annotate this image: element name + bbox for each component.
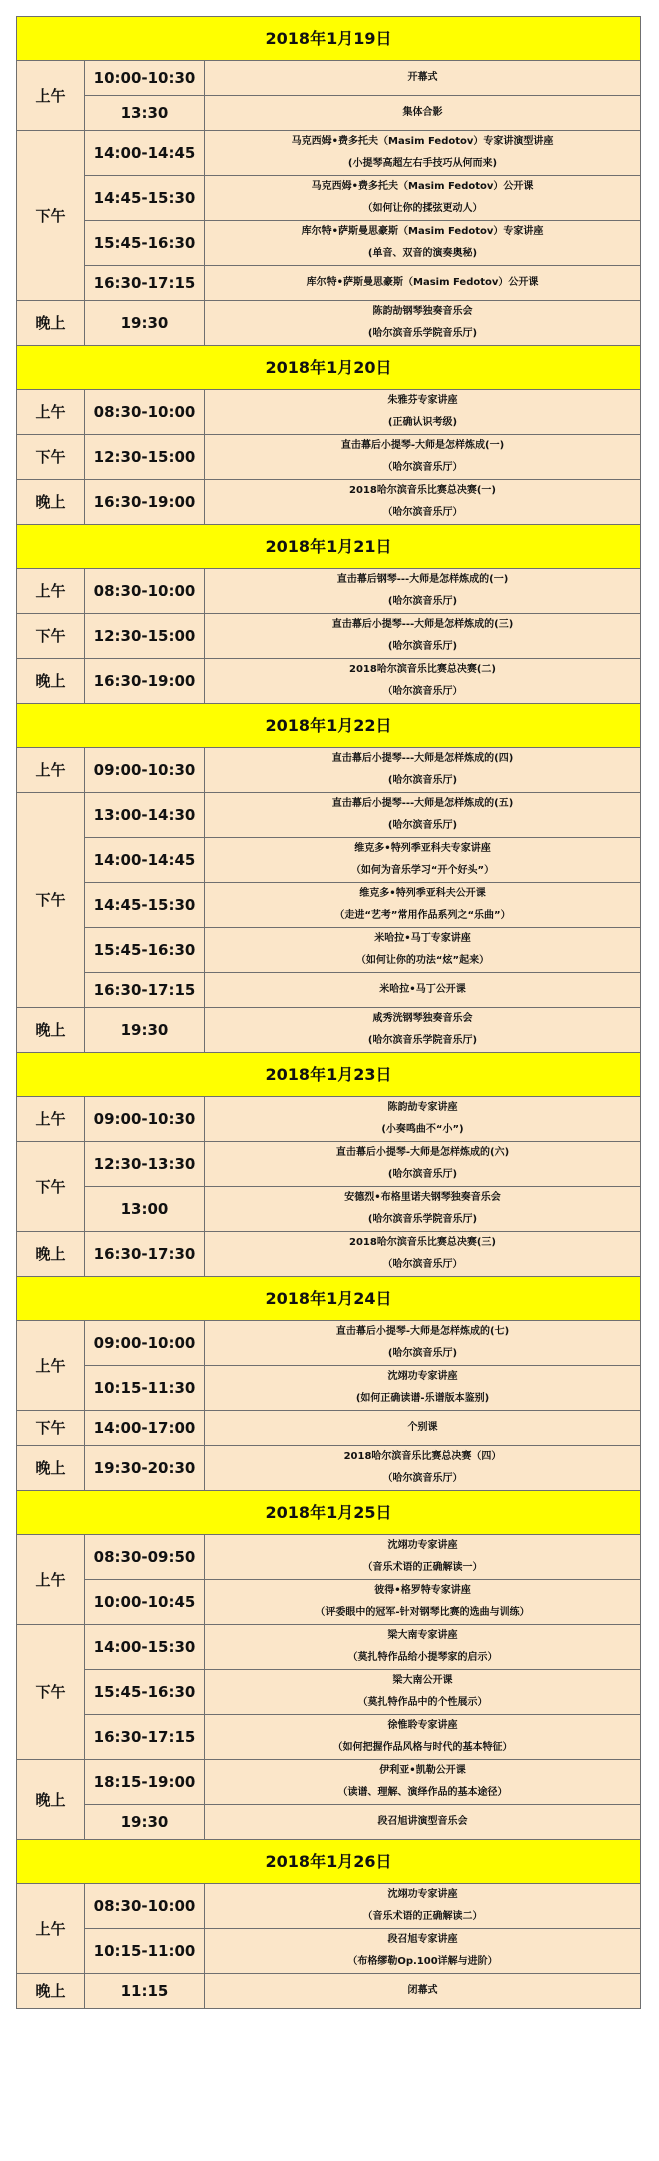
event-subtitle: （评委眼中的冠军-针对钢琴比赛的选曲与训练） — [315, 1607, 530, 1618]
session-event — [205, 1321, 641, 1366]
session-row — [17, 1884, 641, 1929]
session-event — [205, 266, 641, 301]
session-row — [17, 838, 641, 883]
session-time: 19:30-20:30 — [85, 1446, 205, 1491]
session-time: 12:30-15:00 — [85, 435, 205, 480]
session-row — [17, 1366, 641, 1411]
event-subtitle: （走进“艺考”常用作品系列之“乐曲”） — [334, 910, 511, 921]
session-time: 14:00-15:30 — [85, 1625, 205, 1670]
session-row — [17, 1097, 641, 1142]
event-subtitle: (哈尔滨音乐学院音乐厅) — [367, 1214, 478, 1225]
day-date: 2018年1月24日 — [17, 1277, 641, 1321]
event-subtitle: （如何让你的功法“炫”起来） — [355, 955, 490, 966]
day-header-row — [17, 525, 641, 569]
session-time: 14:45-15:30 — [85, 176, 205, 221]
event-subtitle: （音乐术语的正确解读一） — [362, 1562, 483, 1573]
event-subtitle: （音乐术语的正确解读二） — [362, 1911, 483, 1922]
session-time: 13:00 — [85, 1187, 205, 1232]
session-row — [17, 301, 641, 346]
session-row — [17, 131, 641, 176]
period-label: 上午 — [17, 748, 85, 793]
period-label: 上午 — [17, 1321, 85, 1411]
event-title: 直击幕后小提琴---大师是怎样炼成的(三) — [331, 619, 514, 630]
event-subtitle: （哈尔滨音乐厅） — [382, 1473, 463, 1484]
session-event — [205, 793, 641, 838]
session-time: 16:30-19:00 — [85, 480, 205, 525]
session-row — [17, 1580, 641, 1625]
session-event — [205, 1974, 641, 2009]
session-time: 09:00-10:30 — [85, 748, 205, 793]
event-subtitle: (小奏鸣曲不“小”) — [381, 1124, 464, 1135]
session-row — [17, 96, 641, 131]
event-title: 开幕式 — [407, 72, 438, 83]
session-event — [205, 131, 641, 176]
session-row — [17, 390, 641, 435]
event-subtitle: (哈尔滨音乐厅) — [387, 775, 458, 786]
day-date: 2018年1月22日 — [17, 704, 641, 748]
event-title: 段召旭专家讲座 — [387, 1934, 458, 1945]
session-row — [17, 1929, 641, 1974]
session-time: 14:00-17:00 — [85, 1411, 205, 1446]
event-subtitle: （如何让你的揉弦更动人） — [362, 203, 483, 214]
session-time: 14:00-14:45 — [85, 131, 205, 176]
event-title: 直击幕后小提琴-大师是怎样炼成(一) — [340, 440, 505, 451]
event-title: 2018哈尔滨音乐比赛总决赛（四） — [343, 1451, 502, 1462]
event-title: 沈翊功专家讲座 — [387, 1371, 458, 1382]
period-label: 下午 — [17, 435, 85, 480]
event-title: 沈翊功专家讲座 — [387, 1540, 458, 1551]
session-event — [205, 480, 641, 525]
event-title: 徐惟聆专家讲座 — [387, 1720, 458, 1731]
period-label: 下午 — [17, 1411, 85, 1446]
day-date: 2018年1月20日 — [17, 346, 641, 390]
event-subtitle: (如何正确读谱-乐谱版本鉴别) — [355, 1393, 490, 1404]
session-row — [17, 1715, 641, 1760]
session-time: 14:45-15:30 — [85, 883, 205, 928]
session-time: 13:30 — [85, 96, 205, 131]
day-header-row — [17, 1277, 641, 1321]
session-event — [205, 1232, 641, 1277]
period-label: 上午 — [17, 1097, 85, 1142]
session-time: 08:30-09:50 — [85, 1535, 205, 1580]
session-event — [205, 928, 641, 973]
session-time: 14:00-14:45 — [85, 838, 205, 883]
period-label: 晚上 — [17, 1760, 85, 1840]
session-row — [17, 793, 641, 838]
session-event — [205, 883, 641, 928]
event-title: 库尔特•萨斯曼思豪斯（Masim Fedotov）公开课 — [306, 277, 539, 288]
event-subtitle: （如何为音乐学习“开个好头”） — [350, 865, 495, 876]
session-row — [17, 480, 641, 525]
session-time: 10:15-11:30 — [85, 1366, 205, 1411]
event-subtitle: (哈尔滨音乐厅) — [387, 1348, 458, 1359]
period-label: 晚上 — [17, 659, 85, 704]
session-time: 10:15-11:00 — [85, 1929, 205, 1974]
session-event — [205, 1929, 641, 1974]
session-event — [205, 1142, 641, 1187]
session-time: 08:30-10:00 — [85, 390, 205, 435]
session-time: 15:45-16:30 — [85, 928, 205, 973]
session-row — [17, 1805, 641, 1840]
event-title: 2018哈尔滨音乐比赛总决赛(一) — [349, 485, 496, 496]
session-event — [205, 1411, 641, 1446]
session-event — [205, 221, 641, 266]
day-header-row — [17, 1840, 641, 1884]
session-row — [17, 435, 641, 480]
event-title: 维克多•特列季亚科夫公开课 — [359, 888, 486, 899]
event-title: 马克西姆•费多托夫（Masim Fedotov）专家讲演型讲座 — [291, 136, 554, 147]
session-row — [17, 659, 641, 704]
period-label: 上午 — [17, 1884, 85, 1974]
session-event — [205, 1580, 641, 1625]
session-row — [17, 266, 641, 301]
period-label: 上午 — [17, 1535, 85, 1625]
period-label: 下午 — [17, 1142, 85, 1232]
event-title: 2018哈尔滨音乐比赛总决赛(二) — [349, 664, 496, 675]
session-event — [205, 61, 641, 96]
event-title: 闭幕式 — [407, 1985, 438, 1996]
period-label: 下午 — [17, 614, 85, 659]
session-event — [205, 614, 641, 659]
event-title: 库尔特•萨斯曼思豪斯（Masim Fedotov）专家讲座 — [301, 226, 544, 237]
period-label: 上午 — [17, 61, 85, 131]
session-event — [205, 390, 641, 435]
session-event — [205, 1187, 641, 1232]
event-title: 陈韵劼专家讲座 — [387, 1102, 458, 1113]
session-row — [17, 1411, 641, 1446]
session-row — [17, 1008, 641, 1053]
session-row — [17, 928, 641, 973]
event-subtitle: （莫扎特作品给小提琴家的启示） — [347, 1652, 498, 1663]
session-row — [17, 1670, 641, 1715]
session-event — [205, 1097, 641, 1142]
event-subtitle: (哈尔滨音乐厅) — [387, 1169, 458, 1180]
event-title: 安德烈•布格里诺夫钢琴独奏音乐会 — [344, 1192, 501, 1203]
event-title: 直击幕后小提琴-大师是怎样炼成的(六) — [335, 1147, 510, 1158]
session-row — [17, 883, 641, 928]
session-event — [205, 435, 641, 480]
session-time: 16:30-17:15 — [85, 973, 205, 1008]
event-title: 2018哈尔滨音乐比赛总决赛(三) — [349, 1237, 496, 1248]
session-row — [17, 1232, 641, 1277]
session-time: 08:30-10:00 — [85, 1884, 205, 1929]
event-subtitle: （读谱、理解、演绎作品的基本途径） — [337, 1787, 508, 1798]
session-time: 09:00-10:30 — [85, 1097, 205, 1142]
event-subtitle: （莫扎特作品中的个性展示） — [357, 1697, 488, 1708]
period-label: 下午 — [17, 793, 85, 1008]
event-title: 马克西姆•费多托夫（Masim Fedotov）公开课 — [311, 181, 534, 192]
day-header-row — [17, 17, 641, 61]
day-header-row — [17, 1491, 641, 1535]
session-row — [17, 614, 641, 659]
period-label: 上午 — [17, 569, 85, 614]
day-date: 2018年1月25日 — [17, 1491, 641, 1535]
session-event — [205, 96, 641, 131]
session-event — [205, 1008, 641, 1053]
day-date: 2018年1月23日 — [17, 1053, 641, 1097]
event-title: 直击幕后小提琴-大师是怎样炼成的(七) — [335, 1326, 510, 1337]
session-time: 18:15-19:00 — [85, 1760, 205, 1805]
day-header-row — [17, 704, 641, 748]
event-title: 段召旭讲演型音乐会 — [377, 1816, 468, 1827]
session-event — [205, 1446, 641, 1491]
period-label: 晚上 — [17, 1232, 85, 1277]
event-subtitle: (正确认识考级) — [387, 417, 458, 428]
day-date: 2018年1月19日 — [17, 17, 641, 61]
event-title: 直击幕后钢琴---大师是怎样炼成的(一) — [336, 574, 509, 585]
session-time: 19:30 — [85, 1805, 205, 1840]
event-title: 直击幕后小提琴---大师是怎样炼成的(四) — [331, 753, 514, 764]
session-time: 12:30-15:00 — [85, 614, 205, 659]
event-title: 伊利亚•凯勒公开课 — [379, 1765, 466, 1776]
session-row — [17, 748, 641, 793]
session-time: 19:30 — [85, 301, 205, 346]
event-title: 梁大南公开课 — [392, 1675, 453, 1686]
day-header-row — [17, 346, 641, 390]
event-title: 沈翊功专家讲座 — [387, 1889, 458, 1900]
session-time: 09:00-10:00 — [85, 1321, 205, 1366]
session-event — [205, 659, 641, 704]
event-title: 咸秀洸钢琴独奏音乐会 — [372, 1013, 473, 1024]
period-label: 上午 — [17, 390, 85, 435]
period-label: 晚上 — [17, 301, 85, 346]
session-row — [17, 1974, 641, 2009]
event-subtitle: （哈尔滨音乐厅） — [382, 1259, 463, 1270]
day-header-row — [17, 1053, 641, 1097]
event-subtitle: (哈尔滨音乐厅) — [387, 596, 458, 607]
session-event — [205, 973, 641, 1008]
period-label: 晚上 — [17, 1008, 85, 1053]
session-time: 19:30 — [85, 1008, 205, 1053]
session-row — [17, 1446, 641, 1491]
session-time: 08:30-10:00 — [85, 569, 205, 614]
event-subtitle: （哈尔滨音乐厅） — [382, 686, 463, 697]
session-time: 16:30-17:15 — [85, 1715, 205, 1760]
session-event — [205, 1535, 641, 1580]
event-title: 个别课 — [407, 1422, 438, 1433]
session-event — [205, 1625, 641, 1670]
session-row — [17, 569, 641, 614]
session-time: 16:30-17:15 — [85, 266, 205, 301]
session-row — [17, 1321, 641, 1366]
event-title: 陈韵劼钢琴独奏音乐会 — [372, 306, 473, 317]
period-label: 晚上 — [17, 480, 85, 525]
session-time: 11:15 — [85, 1974, 205, 2009]
period-label: 下午 — [17, 131, 85, 301]
period-label: 下午 — [17, 1625, 85, 1760]
session-row — [17, 176, 641, 221]
event-title: 梁大南专家讲座 — [387, 1630, 458, 1641]
session-row — [17, 61, 641, 96]
session-event — [205, 1884, 641, 1929]
event-subtitle: （哈尔滨音乐厅） — [382, 462, 463, 473]
session-row — [17, 1625, 641, 1670]
session-event — [205, 1760, 641, 1805]
event-title: 维克多•特列季亚科夫专家讲座 — [354, 843, 491, 854]
event-subtitle: (哈尔滨音乐厅) — [387, 820, 458, 831]
event-subtitle: (哈尔滨音乐厅) — [387, 641, 458, 652]
session-event — [205, 176, 641, 221]
event-subtitle: （如何把握作品风格与时代的基本特征） — [332, 1742, 513, 1753]
session-time: 13:00-14:30 — [85, 793, 205, 838]
session-row — [17, 1535, 641, 1580]
day-date: 2018年1月21日 — [17, 525, 641, 569]
session-row — [17, 221, 641, 266]
session-event — [205, 1670, 641, 1715]
session-event — [205, 1715, 641, 1760]
session-time: 15:45-16:30 — [85, 221, 205, 266]
session-row — [17, 973, 641, 1008]
event-title: 集体合影 — [402, 107, 443, 118]
event-subtitle: （哈尔滨音乐厅） — [382, 507, 463, 518]
event-subtitle: (哈尔滨音乐学院音乐厅) — [367, 328, 478, 339]
session-row — [17, 1760, 641, 1805]
event-title: 米哈拉•马丁专家讲座 — [374, 933, 471, 944]
session-event — [205, 301, 641, 346]
session-time: 10:00-10:30 — [85, 61, 205, 96]
period-label: 晚上 — [17, 1974, 85, 2009]
event-title: 米哈拉•马丁公开课 — [379, 984, 466, 995]
session-event — [205, 748, 641, 793]
event-subtitle: (单音、双音的演奏奥秘) — [367, 248, 478, 259]
session-time: 16:30-17:30 — [85, 1232, 205, 1277]
session-time: 15:45-16:30 — [85, 1670, 205, 1715]
schedule-table — [16, 16, 641, 2009]
session-event — [205, 1805, 641, 1840]
event-subtitle: (小提琴高超左右手技巧从何而来) — [347, 158, 498, 169]
event-title: 彼得•格罗特专家讲座 — [374, 1585, 471, 1596]
session-time: 12:30-13:30 — [85, 1142, 205, 1187]
period-label: 晚上 — [17, 1446, 85, 1491]
session-row — [17, 1187, 641, 1232]
session-event — [205, 1366, 641, 1411]
session-event — [205, 838, 641, 883]
session-event — [205, 569, 641, 614]
session-time: 10:00-10:45 — [85, 1580, 205, 1625]
session-row — [17, 1142, 641, 1187]
session-time: 16:30-19:00 — [85, 659, 205, 704]
event-title: 直击幕后小提琴---大师是怎样炼成的(五) — [331, 798, 514, 809]
event-subtitle: （布格缪勒Op.100详解与进阶） — [347, 1956, 498, 1967]
event-subtitle: (哈尔滨音乐学院音乐厅) — [367, 1035, 478, 1046]
event-title: 朱雅芬专家讲座 — [387, 395, 458, 406]
day-date: 2018年1月26日 — [17, 1840, 641, 1884]
